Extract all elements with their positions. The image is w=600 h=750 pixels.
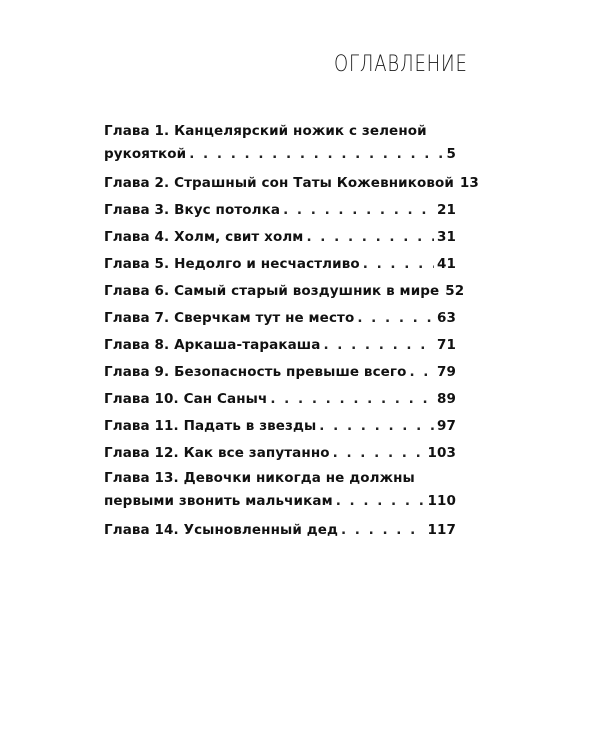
toc-entry-line [104,197,456,224]
toc-entry-title: Глава 12. Как все запутанно [104,445,330,461]
toc-page-number: 13 [459,175,479,191]
toc-entry-9 [104,359,456,386]
dot-leader [363,251,434,278]
toc-entry-10 [104,386,456,413]
dot-leader [270,386,434,413]
toc-entry-line [104,440,456,467]
toc-entry-11 [104,413,456,440]
toc-page-number: 97 [437,418,456,434]
toc-entry-line [104,332,456,359]
table-of-contents [104,120,479,544]
toc-page-number: 5 [446,146,456,162]
toc-entry-title: Глава 13. Девочки никогда не должны [104,470,415,486]
dot-leader [341,517,425,544]
toc-entry-title: Глава 14. Усыновленный дед [104,522,338,538]
toc-entry-title: Глава 7. Сверчкам тут не место [104,310,355,326]
toc-entry-2 [104,170,479,197]
toc-entry-title: Глава 1. Канцелярский ножик с зеленой [104,123,427,139]
toc-entry-title: Глава 4. Холм, свит холм [104,229,304,245]
toc-page-number: 63 [437,310,456,326]
toc-page-number: 41 [437,256,456,272]
toc-page-number: 103 [427,445,456,461]
toc-entry-title: Глава 8. Аркаша-таракаша [104,337,321,353]
toc-entry-title: Глава 3. Вкус потолка [104,202,281,218]
toc-page-number: 117 [427,522,456,538]
toc-page-number: 31 [437,229,456,245]
toc-entry-line [104,386,456,413]
toc-page-number: 89 [437,391,456,407]
toc-entry-line [104,224,456,251]
toc-entry-line [104,413,456,440]
toc-entry-line [104,467,456,490]
toc-page-number: 79 [437,364,456,380]
toc-entry-1 [104,120,456,166]
toc-entry-line [104,251,456,278]
toc-page-number: 110 [427,493,456,509]
page-title: ОГЛАВЛЕНИЕ [334,52,468,77]
toc-entry-14 [104,517,456,544]
toc-page-number: 52 [445,283,465,299]
toc-entry-line [104,305,456,332]
dot-leader [357,305,434,332]
toc-page-number: 21 [437,202,456,218]
toc-entry-line [104,517,456,544]
toc-entry-title: Глава 10. Сан Саныч [104,391,268,407]
toc-entry-line [104,359,456,386]
dot-leader [333,440,425,467]
toc-entry-title: Глава 11. Падать в звезды [104,418,317,434]
toc-entry-4 [104,224,456,251]
dot-leader [283,197,434,224]
toc-entry-title-continued: рукояткой [104,146,187,162]
dot-leader [323,332,434,359]
toc-entry-title: Глава 5. Недолго и несчастливо [104,256,360,272]
toc-entry-7 [104,305,456,332]
toc-entry-title: Глава 2. Страшный сон Таты Кожевниковой [104,175,454,191]
toc-entry-line [104,490,456,513]
dot-leader [319,413,434,440]
toc-entry-title-continued: первыми звонить мальчикам [104,493,333,509]
toc-entry-5 [104,251,456,278]
toc-entry-line [104,120,456,143]
toc-entry-title: Глава 6. Самый старый воздушник в мире [104,283,440,299]
toc-entry-line [104,278,465,305]
toc-page-number: 71 [437,337,456,353]
dot-leader [306,224,434,251]
dot-leader [409,359,434,386]
toc-entry-12 [104,440,456,467]
dot-leader [189,143,443,166]
dot-leader [336,490,425,513]
toc-entry-6 [104,278,465,305]
toc-entry-line [104,170,479,197]
toc-entry-line [104,143,456,166]
toc-entry-title: Глава 9. Безопасность превыше всего [104,364,407,380]
toc-entry-13 [104,467,456,513]
toc-entry-3 [104,197,456,224]
toc-entry-8 [104,332,456,359]
